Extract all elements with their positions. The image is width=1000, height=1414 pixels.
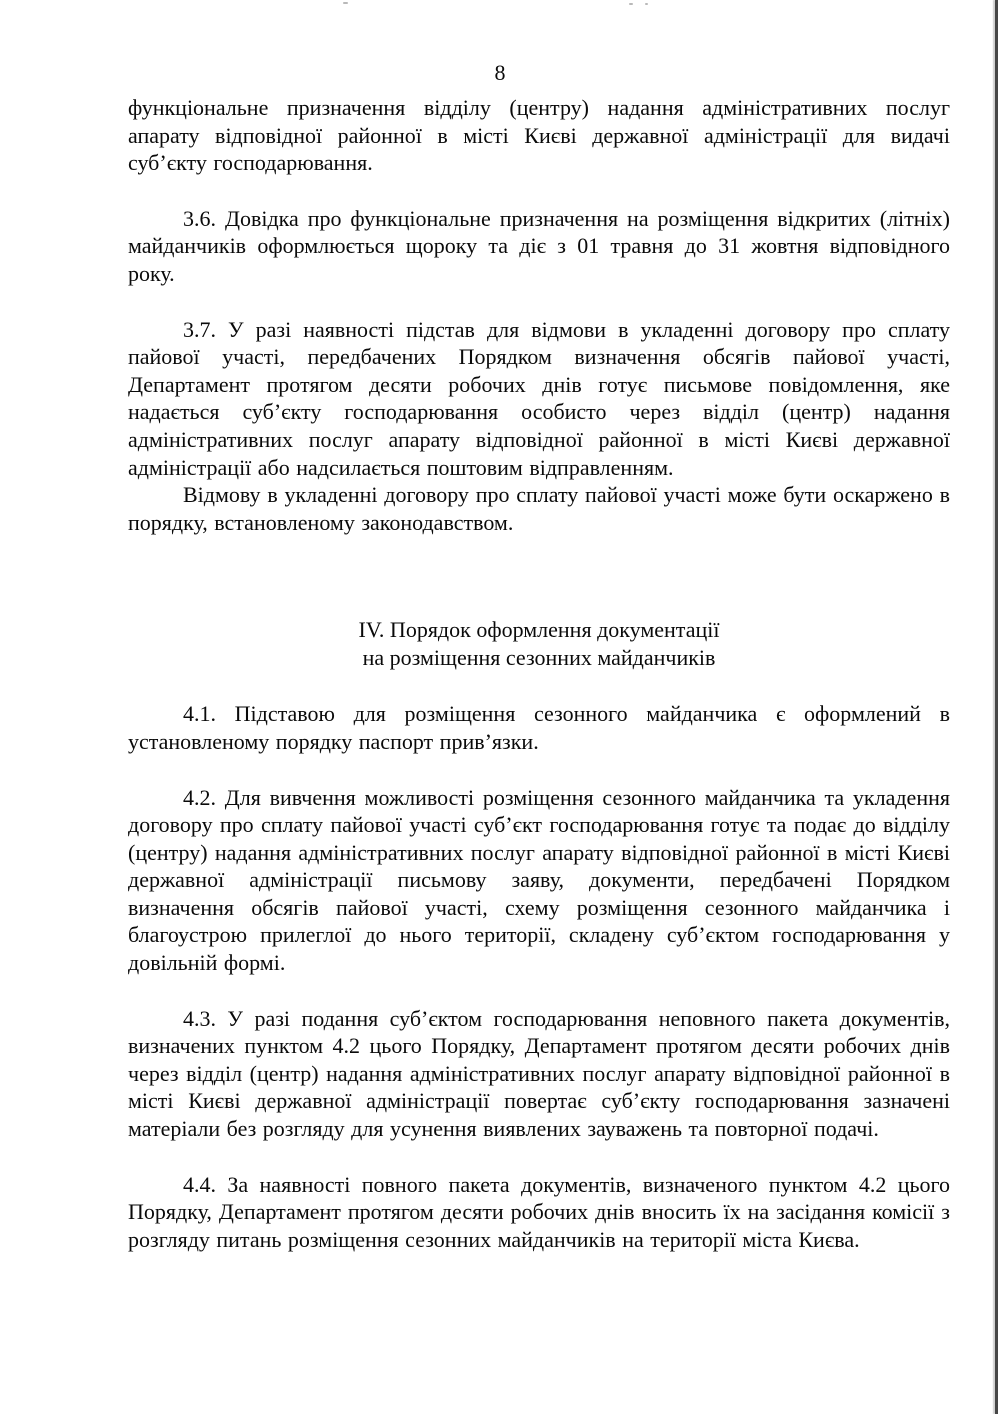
paragraph-3-7: 3.7. У разі наявності підстав для відмови в укладенні договору про сплату пайової участі, передбачених Порядком визначення обсягів пайової участі, Департамент протягом десяти робочих днів готує письмове повідомлення, яке надається суб’єкту господарювання особисто через відділ (центр) надання адміністративних послуг апарату відповідної районної в місті Києві державної адміністрації або надсилається поштовим відправленням. bbox=[128, 316, 950, 480]
paragraph-4-2: 4.2. Для вивчення можливості розміщення сезонного майданчика та укладення договору про сплату пайової участі суб’єкт господарювання готує та подає до відділу (центру) надання адміністративних послуг апарату відповідної районної в місті Києві державної адміністрації письмову заяву, документи, передбачені Порядком визначення обсягів пайової участі, схему розміщення сезонного майданчика і благоустрою прилеглої до нього території, складену суб’єктом господарювання у довільній формі. bbox=[128, 784, 950, 976]
paragraph-3-7-second: Відмову в укладенні договору про сплату пайової участі може бути оскаржено в порядку, встановленому законодавством. bbox=[128, 482, 950, 535]
paragraph-4-3: 4.3. У разі подання суб’єктом господарювання неповного пакета документів, визначених пунктом 4.2 цього Порядку, Департамент протягом десяти робочих днів через відділ (центр) надання адміністративних послуг апарату відповідної районної в місті Києві державної адміністрації повертає суб’єкту господарювання зазначені матеріали без розгляду для усунення виявлених зауважень та повторної подачі. bbox=[128, 1005, 950, 1142]
paragraph-3-6: 3.6. Довідка про функціональне призначення на розміщення відкритих (літніх) майданчиків оформлюється щороку та діє з 01 травня до 31 жовтня відповідного року. bbox=[128, 205, 950, 286]
paragraph-4-4: 4.4. За наявності повного пакета документів, визначеного пунктом 4.2 цього Порядку, Департамент протягом десяти робочих днів вносить їх на засідання комісії з розгляду питань розміщення сезонних майданчиків на території міста Києва. bbox=[128, 1171, 950, 1252]
scan-edge-line bbox=[995, 0, 998, 1414]
document-body bbox=[128, 94, 950, 1253]
page-number: 8 bbox=[494, 60, 506, 85]
paragraph-4-1: 4.1. Підставою для розміщення сезонного майданчика є оформлений в установленому порядку паспорт прив’язки. bbox=[128, 701, 950, 754]
section-heading-iv bbox=[128, 616, 950, 672]
section-heading-line-1: IV. Порядок оформлення документації bbox=[358, 617, 720, 643]
section-heading-line-2: на розміщення сезонних майданчиків bbox=[362, 645, 716, 671]
paragraph-continuation: функціональне призначення відділу (центру) надання адміністративних послуг апарату відповідної районної в місті Києві державної адміністрації для видачі суб’єкту господарювання. bbox=[128, 95, 950, 176]
scan-speck bbox=[343, 2, 348, 4]
scan-speck bbox=[645, 3, 648, 5]
scan-speck bbox=[629, 3, 633, 5]
